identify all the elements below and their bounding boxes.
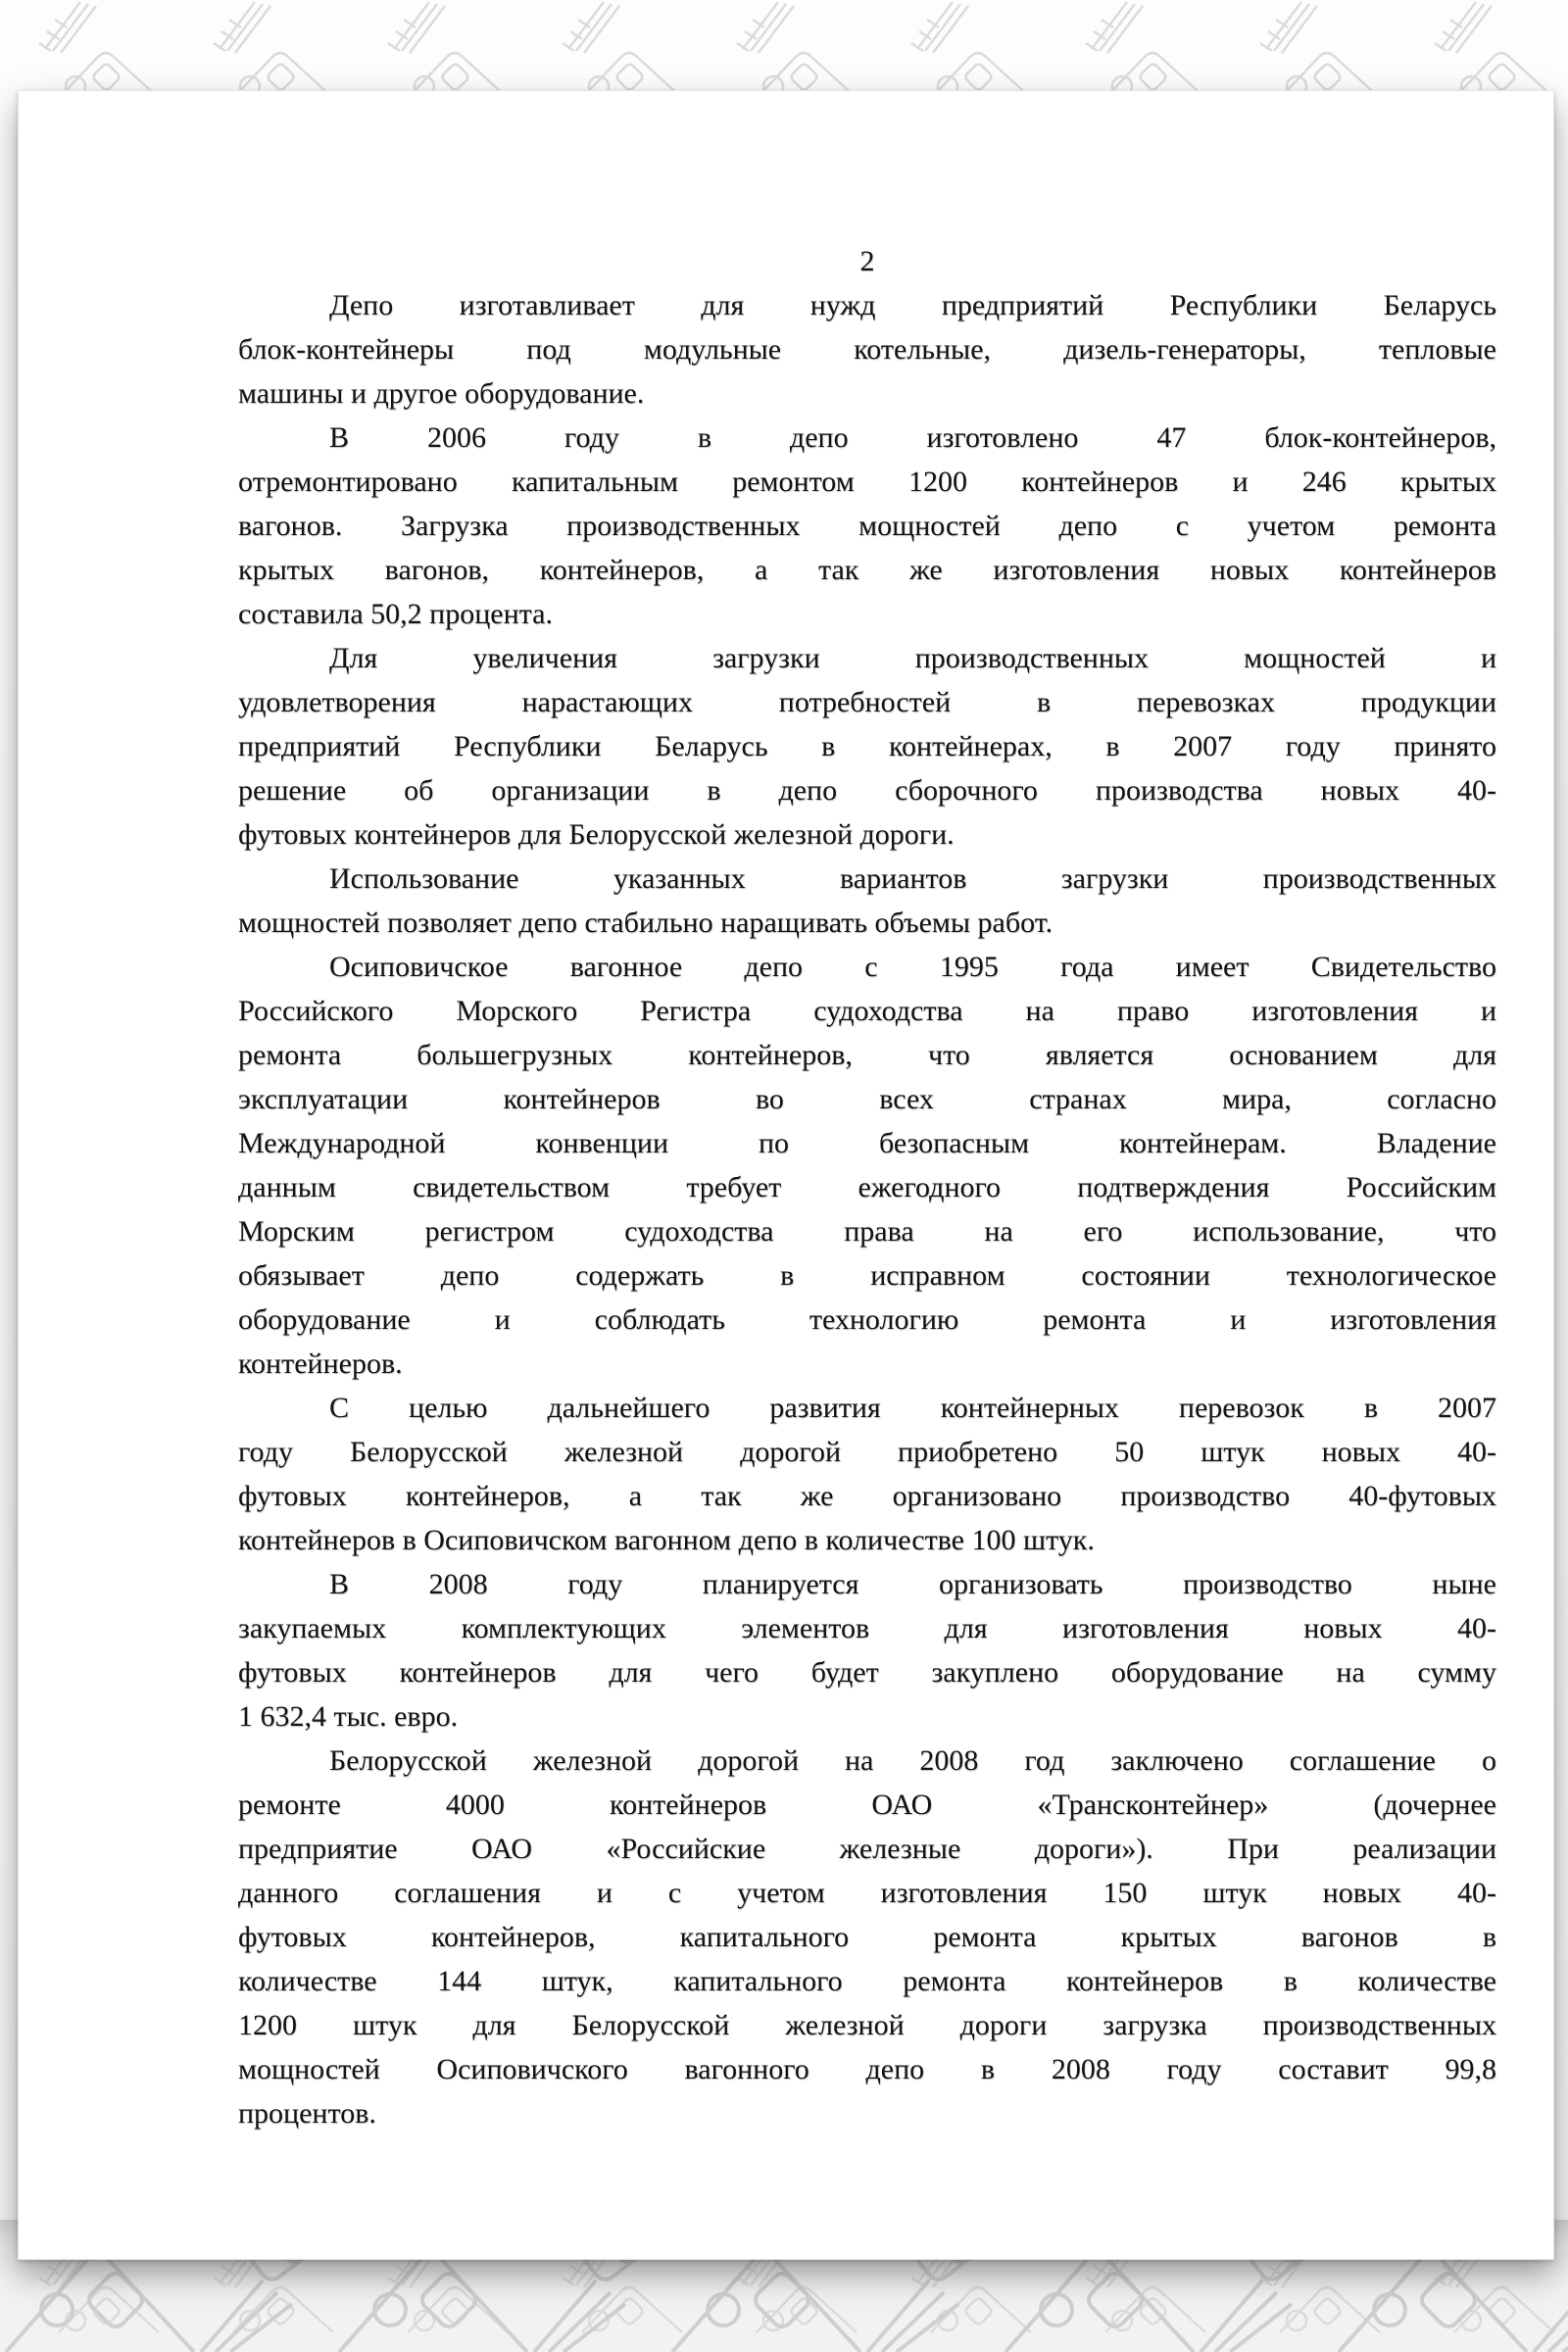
document-page <box>18 90 1554 2260</box>
text-line: Депо изготавливает для нужд предприятий Республики Беларусь <box>329 289 1496 321</box>
text-line: футовых контейнеров, а так же организовано производство 40-футовых <box>238 1480 1496 1512</box>
paragraph <box>238 636 1496 857</box>
text-line: контейнеров в Осиповичском вагонном депо в количестве 100 штук. <box>238 1524 1095 1556</box>
page-number: 2 <box>859 245 875 277</box>
text-line: футовых контейнеров, капитального ремонта крытых вагонов в <box>238 1921 1496 1953</box>
text-line: году Белорусской железной дорогой приобретено 50 штук новых 40- <box>238 1436 1496 1468</box>
text-line: данного соглашения и с учетом изготовления 150 штук новых 40- <box>238 1877 1496 1909</box>
text-line: В 2006 году в депо изготовлено 47 блок-контейнеров, <box>329 421 1496 454</box>
text-line: составила 50,2 процента. <box>238 598 553 630</box>
text-line: закупаемых комплектующих элементов для изготовления новых 40- <box>238 1612 1496 1644</box>
paragraph <box>238 857 1496 945</box>
text-line: ремонте 4000 контейнеров ОАО «Трансконтейнер» (дочернее <box>238 1788 1496 1821</box>
paragraph <box>238 283 1496 416</box>
paragraph <box>238 416 1496 636</box>
text-body <box>238 283 1496 2135</box>
text-line: оборудование и соблюдать технологию ремонта и изготовления <box>238 1303 1496 1336</box>
text-line: Использование указанных вариантов загрузки производственных <box>329 862 1496 895</box>
text-line: крытых вагонов, контейнеров, а так же изготовления новых контейнеров <box>238 554 1496 586</box>
text-line: отремонтировано капитальным ремонтом 1200 контейнеров и 246 крытых <box>238 466 1496 498</box>
text-line: футовых контейнеров для Белорусской железной дороги. <box>238 818 955 851</box>
paragraph <box>238 1386 1496 1562</box>
text-line: Морским регистром судоходства права на его использование, что <box>238 1215 1496 1248</box>
paragraph <box>238 945 1496 1386</box>
text-line: С целью дальнейшего развития контейнерных перевозок в 2007 <box>329 1392 1496 1424</box>
text-line: В 2008 году планируется организовать производство ныне <box>329 1568 1496 1600</box>
text-line: футовых контейнеров для чего будет закуплено оборудование на сумму <box>238 1656 1496 1689</box>
text-line: процентов. <box>238 2097 376 2130</box>
text-line: 1 632,4 тыс. евро. <box>238 1700 459 1733</box>
text-line: блок-контейнеры под модульные котельные, дизель-генераторы, тепловые <box>238 333 1496 366</box>
text-line: предприятий Республики Беларусь в контейнерах, в 2007 году принято <box>238 730 1496 762</box>
text-line: Осиповичское вагонное депо с 1995 года имеет Свидетельство <box>329 951 1496 983</box>
text-line: контейнеров. <box>238 1348 403 1380</box>
text-line: Российского Морского Регистра судоходства на право изготовления и <box>238 995 1496 1027</box>
text-line: Международной конвенции по безопасным контейнерам. Владение <box>238 1127 1496 1159</box>
text-line: мощностей Осиповичского вагонного депо в 2008 году составит 99,8 <box>238 2053 1496 2085</box>
paragraph <box>238 1739 1496 2135</box>
text-line: эксплуатации контейнеров во всех странах мира, согласно <box>238 1083 1496 1115</box>
text-line: предприятие ОАО «Российские железные дороги»). При реализации <box>238 1833 1496 1865</box>
page-content <box>238 91 1496 2135</box>
text-line: Белорусской железной дорогой на 2008 год заключено соглашение о <box>329 1744 1496 1777</box>
text-line: мощностей позволяет депо стабильно наращивать объемы работ. <box>238 906 1054 939</box>
text-line: решение об организации в депо сборочного производства новых 40- <box>238 774 1496 807</box>
text-line: ремонта большегрузных контейнеров, что является основанием для <box>238 1039 1496 1071</box>
text-line: 1200 штук для Белорусской железной дороги загрузка производственных <box>238 2009 1496 2041</box>
text-line: Для увеличения загрузки производственных мощностей и <box>329 642 1496 674</box>
paragraph <box>238 1562 1496 1739</box>
text-line: количестве 144 штук, капитального ремонта контейнеров в количестве <box>238 1965 1496 1997</box>
text-line: вагонов. Загрузка производственных мощностей депо с учетом ремонта <box>238 510 1496 542</box>
text-line: удовлетворения нарастающих потребностей в перевозках продукции <box>238 686 1496 718</box>
text-line: обязывает депо содержать в исправном состоянии технологическое <box>238 1259 1496 1292</box>
text-line: машины и другое оборудование. <box>238 377 645 410</box>
text-line: данным свидетельством требует ежегодного подтверждения Российским <box>238 1171 1496 1203</box>
